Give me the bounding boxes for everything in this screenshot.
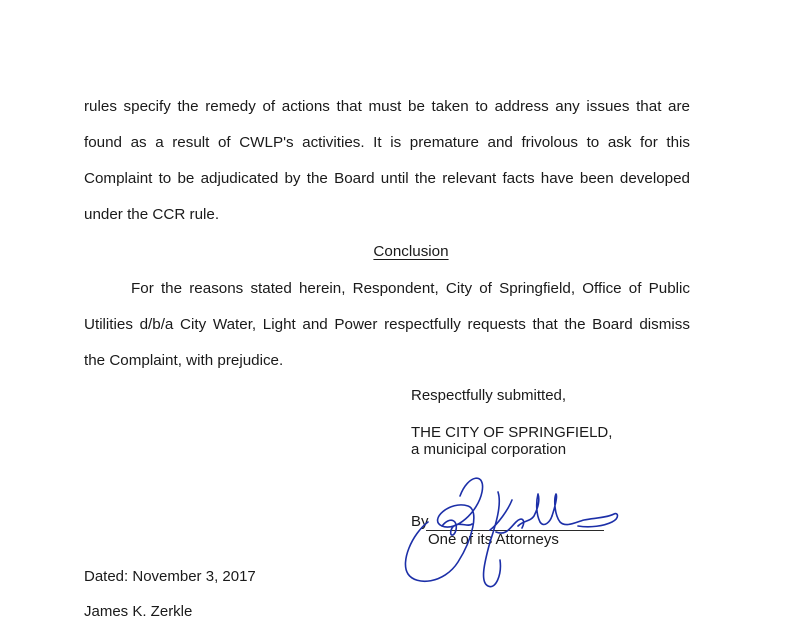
signer-role: One of its Attorneys — [428, 531, 559, 548]
paragraph-2-line-1: For the reasons stated herein, Respondent, City of Springfield, Office of Public — [131, 280, 690, 297]
closing-text: Respectfully submitted, — [411, 387, 567, 404]
paragraph-2-line-2: Utilities d/b/a City Water, Light and Power respectfully requests that the Board dismiss — [84, 316, 690, 333]
attorney-name: James K. Zerkle — [84, 603, 193, 620]
paragraph-2-line-3: the Complaint, with prejudice. — [84, 352, 284, 369]
paragraph-1-line-4: under the CCR rule. — [84, 206, 220, 223]
handwritten-signature — [398, 470, 628, 598]
section-heading: Conclusion — [373, 243, 449, 260]
paragraph-1-line-3: Complaint to be adjudicated by the Board until the relevant facts have been developed — [84, 170, 690, 187]
entity-type: a municipal corporation — [411, 441, 567, 458]
dated-line: Dated: November 3, 2017 — [84, 568, 256, 585]
entity-name: THE CITY OF SPRINGFIELD, — [411, 424, 613, 441]
paragraph-1-line-1: rules specify the remedy of actions that must be taken to address any issues that are — [84, 98, 690, 115]
paragraph-1-line-2: found as a result of CWLP's activities. It is premature and frivolous to ask for this — [84, 134, 690, 151]
by-label: By — [411, 513, 429, 530]
